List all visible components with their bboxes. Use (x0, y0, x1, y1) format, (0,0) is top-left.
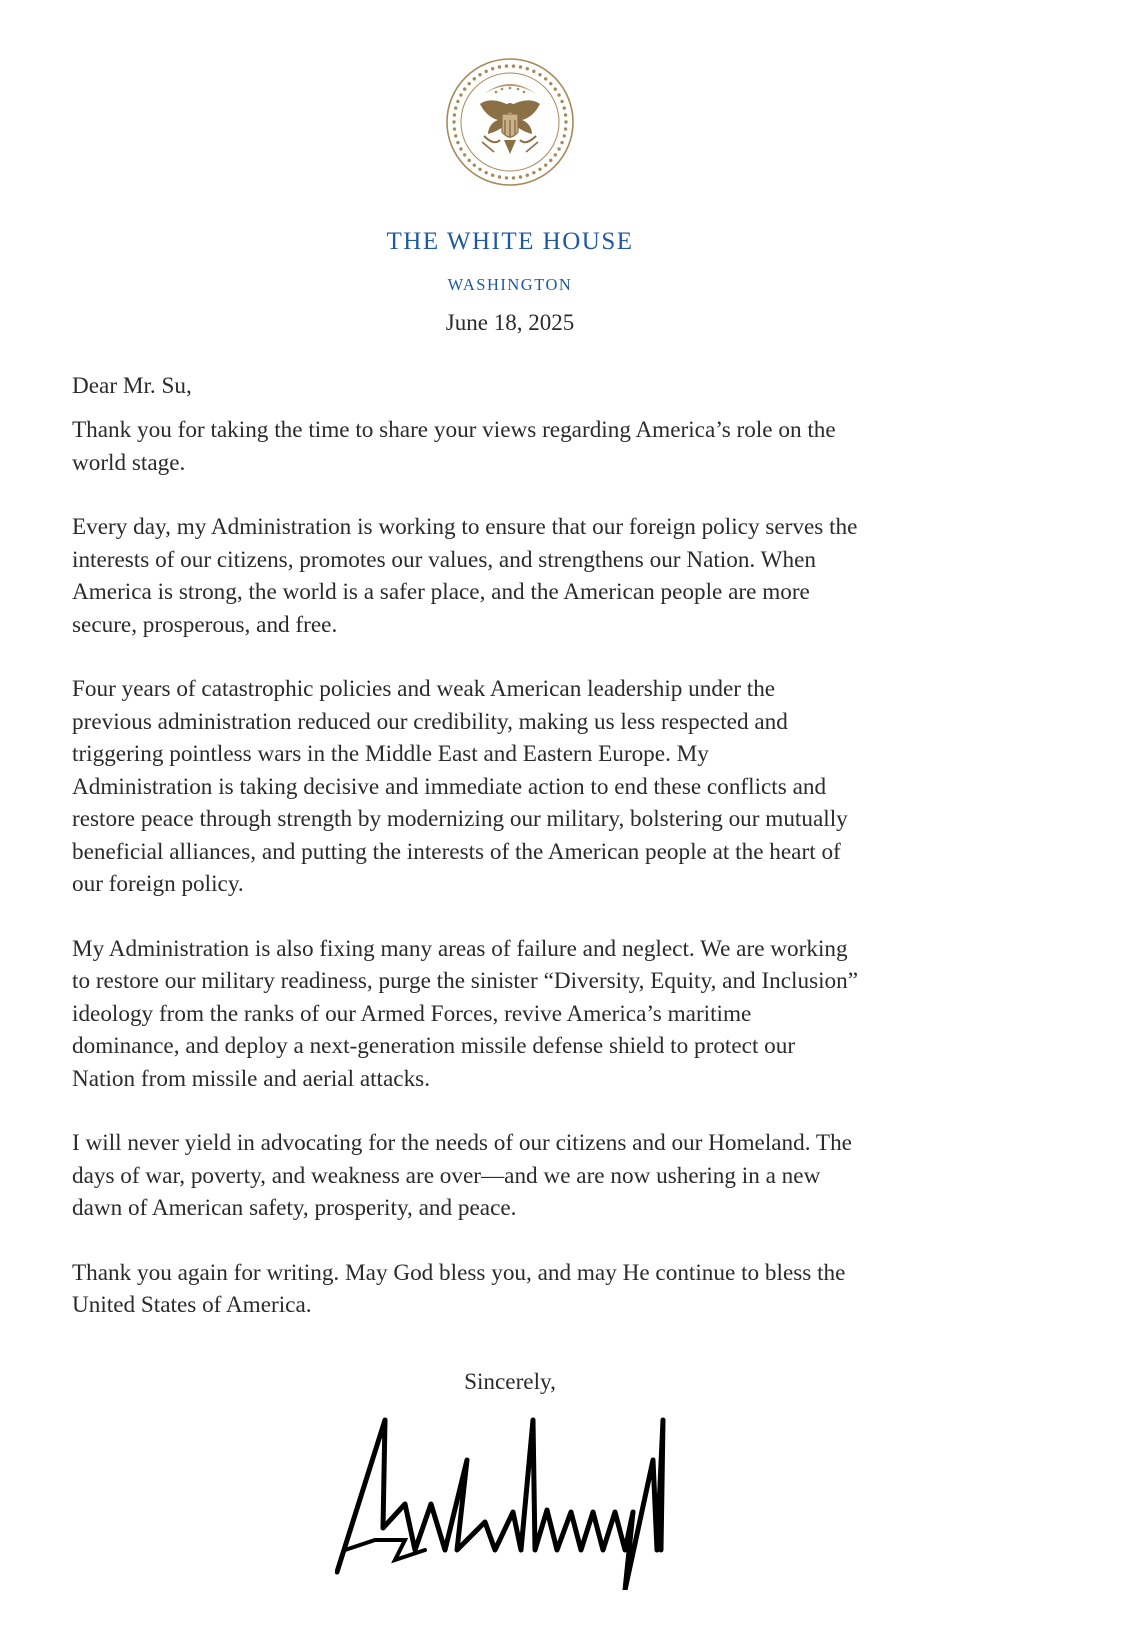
closing: Sincerely, (464, 1369, 556, 1395)
seal-star (498, 65, 501, 68)
body-paragraph: Thank you again for writing. May God bless you, and may He continue to bless the United States of America. (72, 1259, 846, 1318)
seal-star (463, 153, 466, 156)
seal-star (473, 163, 476, 166)
seal-star (473, 77, 476, 80)
seal-star (478, 73, 481, 76)
letter-body (72, 414, 972, 1354)
seal-star (526, 174, 529, 177)
seal-star (538, 168, 541, 171)
seal-star (532, 171, 535, 174)
presidential-seal-icon (444, 56, 576, 188)
seal-star (544, 77, 547, 80)
seal-star (456, 141, 459, 144)
seal-star (557, 147, 560, 150)
seal-star (484, 171, 487, 174)
body-paragraph: I will never yield in advocating for the needs of our citizens and our Homeland. The days of war, poverty, and weakness are over—and we are now ushering in a new dawn of American safety, prosperity, and peace. (72, 1130, 852, 1221)
seal-star (478, 168, 481, 171)
salutation: Dear Mr. Su, (72, 373, 192, 399)
seal-star (452, 120, 455, 123)
body-paragraph: Every day, my Administration is working to ensure that our foreign policy serves the interests of our citizens, promotes our values, and strengthens our Nation. When America is strong, the world is a safer place, and the American people are more secure, prosperous, and free. (72, 514, 858, 638)
letter-date: June 18, 2025 (445, 310, 575, 335)
seal-star (564, 113, 567, 116)
seal-star (459, 147, 462, 150)
seal-star (491, 67, 494, 70)
seal-star (538, 73, 541, 76)
seal-star (560, 141, 563, 144)
seal-star (498, 175, 501, 178)
signature-icon (335, 1400, 695, 1590)
seal-star (484, 70, 487, 73)
seal-star (505, 176, 508, 179)
seal-star (467, 82, 470, 85)
seal-star (544, 163, 547, 166)
seal-star (512, 64, 515, 67)
seal-star (557, 93, 560, 96)
seal-star (491, 174, 494, 177)
seal-star (459, 93, 462, 96)
seal-star (549, 159, 552, 162)
seal-star (560, 100, 563, 103)
seal-star (505, 64, 508, 67)
letterhead-city: WASHINGTON (447, 275, 573, 294)
seal-star (467, 159, 470, 162)
body-paragraph: Thank you for taking the time to share your views regarding America’s role on the world stage. (72, 417, 836, 476)
seal-star (564, 120, 567, 123)
seal-star (519, 175, 522, 178)
seal-star (453, 127, 456, 130)
seal-star (532, 70, 535, 73)
seal-star (526, 67, 529, 70)
seal-star (512, 176, 515, 179)
seal-star (563, 106, 566, 109)
seal-star (549, 82, 552, 85)
seal-star (554, 87, 557, 90)
seal-star (453, 113, 456, 116)
seal-star (564, 127, 567, 130)
seal-star (554, 153, 557, 156)
body-paragraph: Four years of catastrophic policies and weak American leadership under the previous administration reduced our credibility, making us less respected and triggering pointless wars in the Middle East and Eastern Europe. My Administration is taking decisive and immediate action to end these conflicts and restore peace through strength by modernizing our military, bolstering our mutually beneficial alliances, and putting the interests of the American people at the heart of our foreign policy. (72, 676, 848, 897)
body-paragraph: My Administration is also fixing many areas of failure and neglect. We are working to restore our military readiness, purge the sinister “Diversity, Equity, and Inclusion” ideology from the ranks of our Armed Forces, revive America’s maritime dominance, and deploy a next-generation missile defense shield to protect our Nation from missile and aerial attacks. (72, 935, 859, 1092)
letterhead-title: THE WHITE HOUSE (386, 228, 634, 255)
seal-star (463, 87, 466, 90)
seal-star (454, 106, 457, 109)
seal-star (519, 65, 522, 68)
seal-star (454, 134, 457, 137)
seal-star (563, 134, 566, 137)
seal-star (456, 100, 459, 103)
